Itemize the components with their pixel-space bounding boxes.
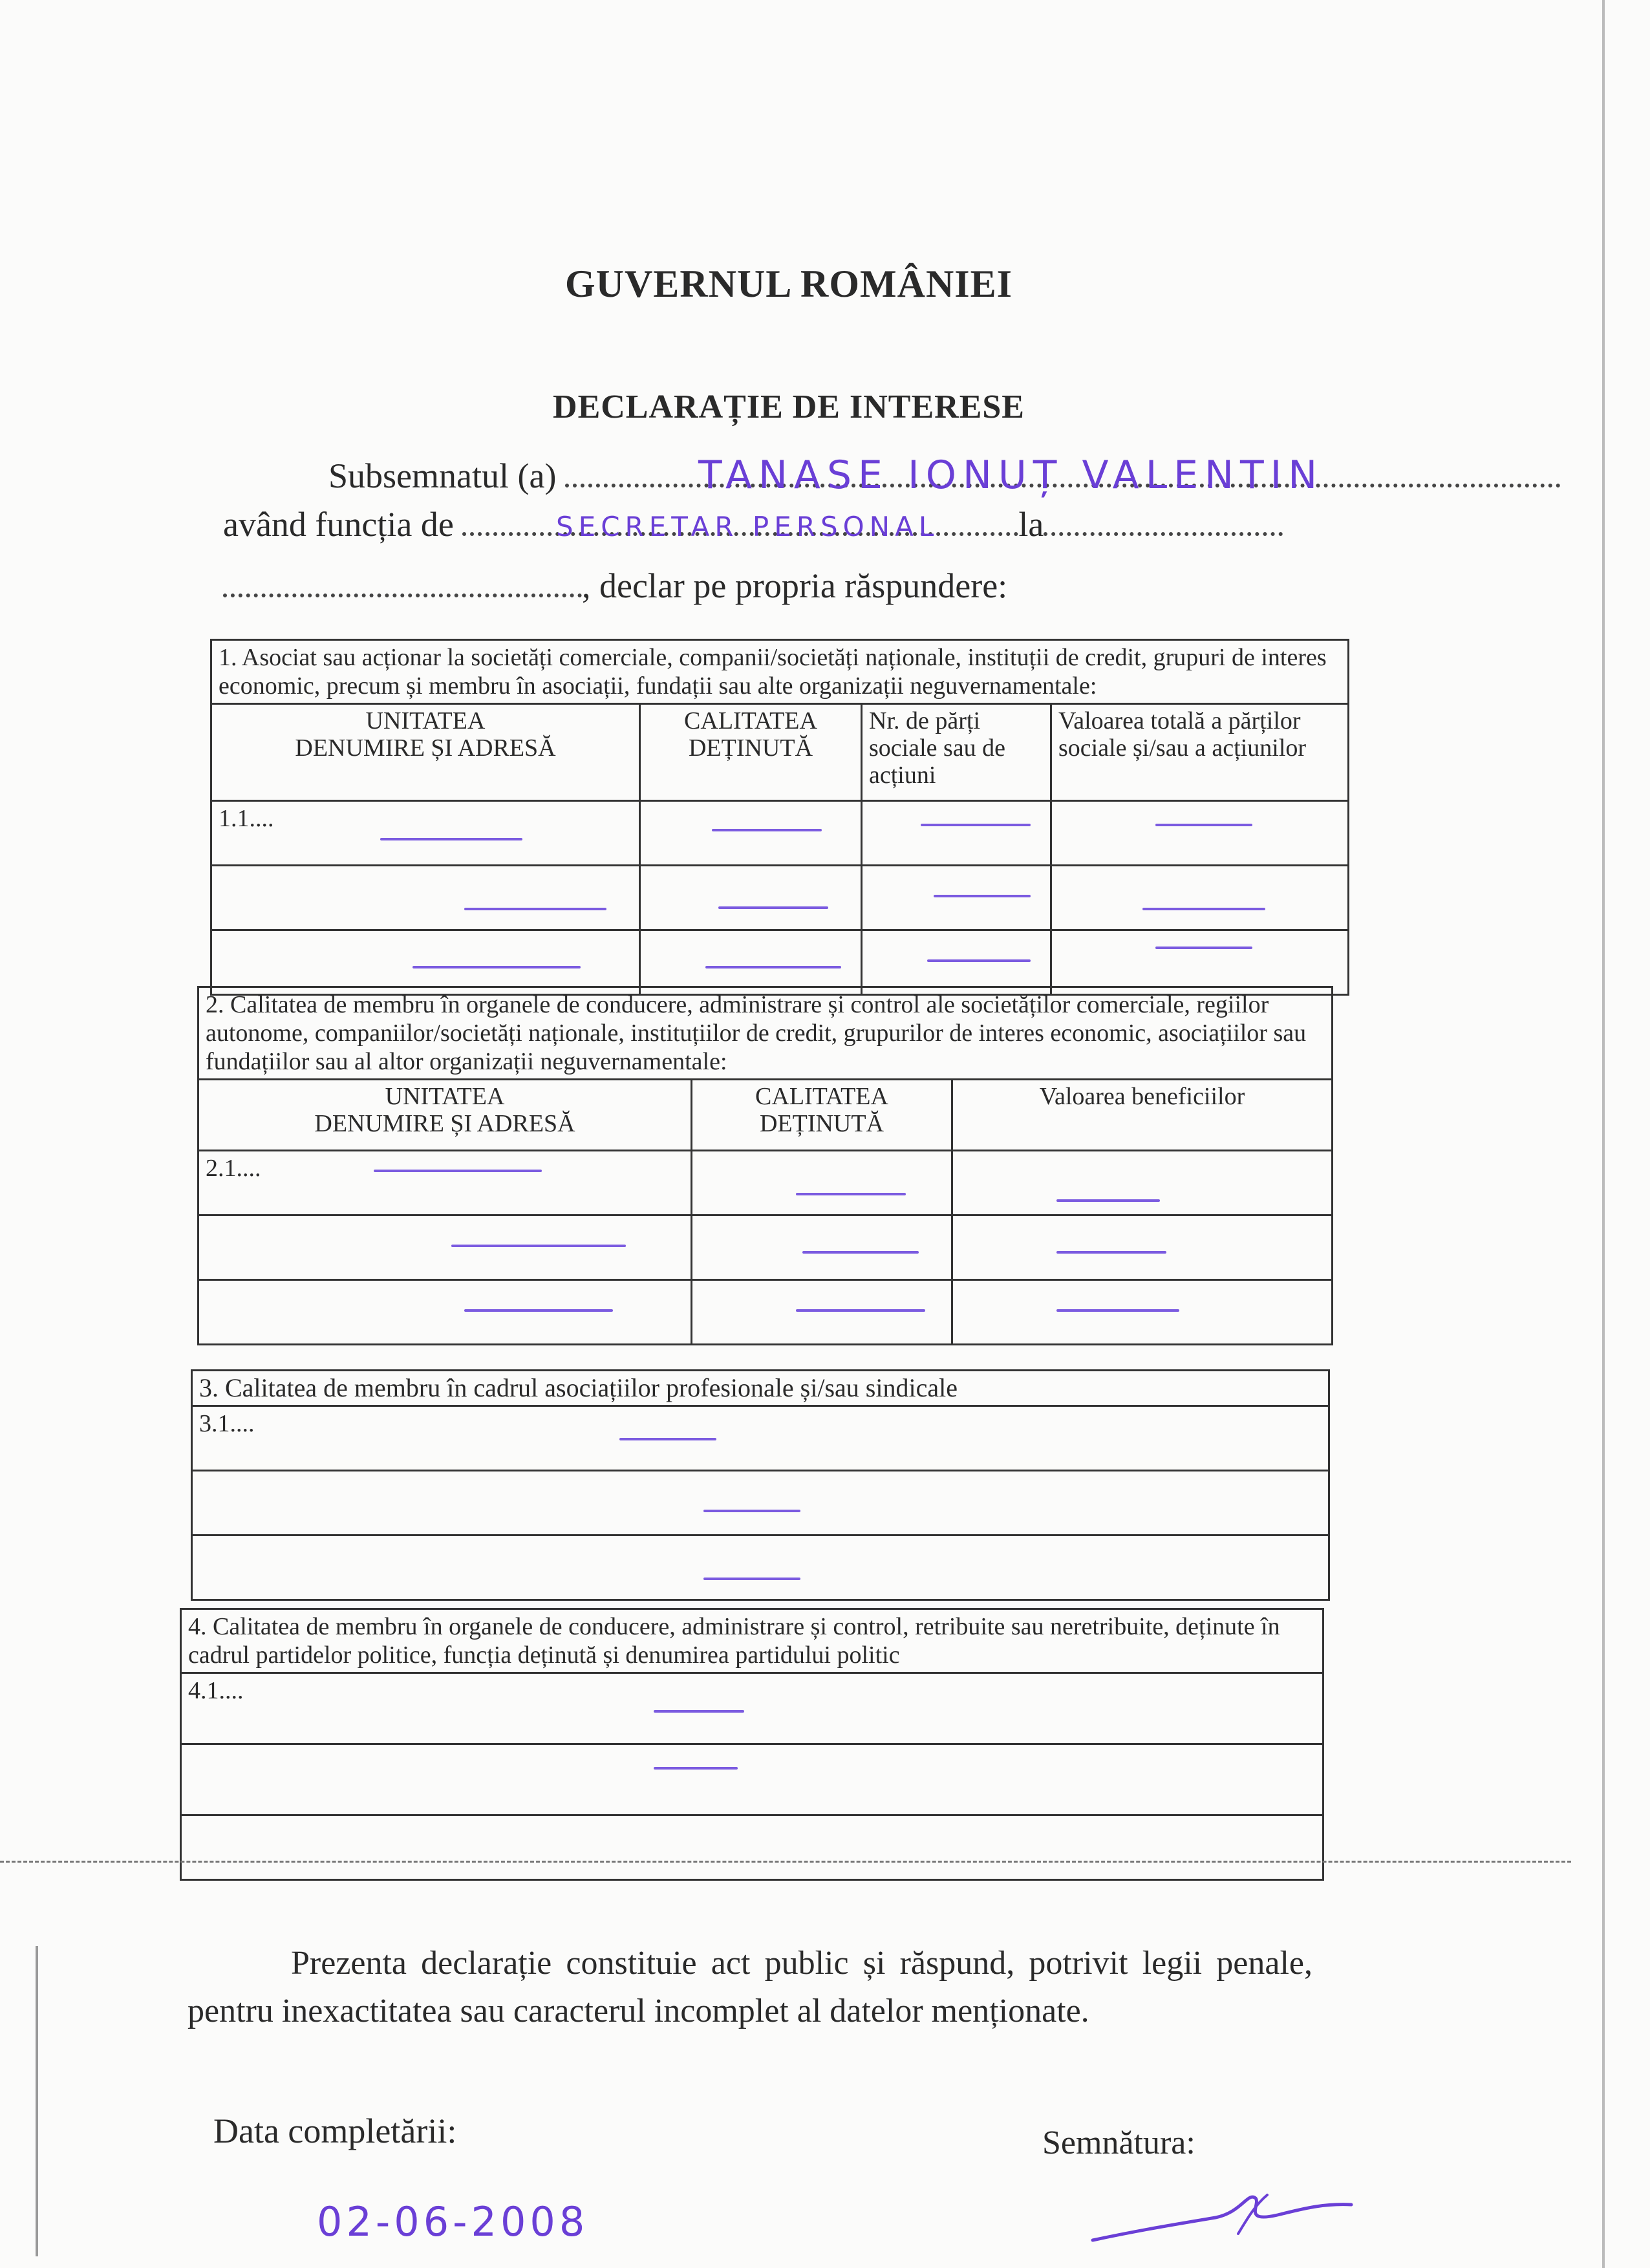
scan-edge — [1602, 0, 1605, 2268]
blank-mark — [464, 1309, 613, 1312]
blank-mark — [1155, 947, 1252, 949]
table-cell[interactable] — [1051, 930, 1349, 995]
table-row — [198, 1280, 1333, 1345]
table-row — [198, 1215, 1333, 1280]
section-3-heading: 3. Calitatea de membru în cadrul asociațiilor profesionale și/sau sindicale — [192, 1371, 1329, 1406]
blank-mark — [654, 1767, 738, 1770]
section-2-table — [197, 986, 1333, 1345]
s1-col-unit: UNITATEA DENUMIRE ȘI ADRESĂ — [211, 704, 640, 801]
blank-mark — [718, 906, 828, 909]
row-label: 1.1.... — [211, 801, 640, 866]
blank-mark — [921, 824, 1031, 826]
table-cell[interactable] — [862, 801, 1051, 866]
section-2-heading: 2. Calitatea de membru în organele de conducere, administrare și control ale societăților comerciale, regiilor autonome, companiilor/societăți naționale, instituțiilor de credit, grupurilor de interes economic, asociațiilor sau fundațiilor sau al altor organizații neguvernamentale: — [198, 987, 1333, 1080]
blank-mark — [927, 959, 1031, 962]
s1-col-quality: CALITATEA DEȚINUTĂ — [640, 704, 862, 801]
section-4-heading: 4. Calitatea de membru în organele de conducere, administrare și control, retribuite sau neretribuite, deținute în cadrul partidelor politice, funcția deținută și denumirea partidului politic — [181, 1609, 1323, 1673]
s2-col-quality: CALITATEA DEȚINUTĂ — [692, 1080, 952, 1151]
signature-label: Semnătura: — [1042, 2124, 1195, 2161]
table-cell[interactable] — [862, 930, 1051, 995]
blank-mark — [796, 1309, 925, 1312]
date-label: Data completării: — [213, 2112, 457, 2150]
functia-label: având funcția de — [223, 505, 454, 544]
table-row — [181, 1815, 1323, 1880]
table-cell[interactable] — [640, 866, 862, 930]
table-cell[interactable] — [192, 1535, 1329, 1600]
declar-label: , declar pe propria răspundere: — [582, 566, 1008, 605]
blank-mark — [1056, 1309, 1179, 1312]
table-cell[interactable] — [952, 1280, 1333, 1345]
blank-mark — [796, 1193, 906, 1195]
blank-mark — [380, 838, 522, 840]
table-cell[interactable] — [181, 1815, 1323, 1880]
table-cell[interactable] — [692, 1151, 952, 1215]
table-cell[interactable] — [211, 930, 640, 995]
blank-mark — [703, 1510, 800, 1512]
blank-mark — [934, 895, 1031, 897]
scan-artifact-line — [0, 1861, 1571, 1863]
date-handwritten: 02-06-2008 — [317, 2198, 589, 2245]
table-cell[interactable] — [692, 1280, 952, 1345]
blank-mark — [1155, 824, 1252, 826]
table-cell[interactable] — [211, 866, 640, 930]
table-row — [198, 1151, 1333, 1215]
table-cell[interactable] — [862, 866, 1051, 930]
table-cell[interactable] — [192, 1471, 1329, 1535]
blank-mark — [1056, 1251, 1166, 1254]
document-subtitle: DECLARAȚIE DE INTERESE — [553, 389, 1025, 425]
function-handwritten: SECRETAR PERSONAL — [556, 511, 939, 542]
institution-field[interactable] — [1044, 532, 1283, 536]
blank-mark — [703, 1578, 800, 1580]
table-cell[interactable] — [198, 1280, 692, 1345]
s2-col-unit: UNITATEA DENUMIRE ȘI ADRESĂ — [198, 1080, 692, 1151]
blank-mark — [705, 966, 841, 968]
institution-field-2[interactable] — [223, 594, 582, 597]
blank-mark — [374, 1170, 542, 1172]
table-row — [192, 1535, 1329, 1600]
table-cell[interactable] — [692, 1215, 952, 1280]
table-cell[interactable] — [952, 1151, 1333, 1215]
blank-mark — [802, 1251, 919, 1254]
blank-mark — [1056, 1199, 1160, 1202]
page-title: GUVERNUL ROMÂNIEI — [564, 262, 1013, 305]
table-cell[interactable] — [640, 801, 862, 866]
table-cell[interactable] — [952, 1215, 1333, 1280]
blank-mark — [619, 1438, 716, 1440]
table-cell[interactable] — [1051, 866, 1349, 930]
table-cell[interactable] — [181, 1744, 1323, 1815]
section-4-table — [180, 1608, 1324, 1881]
table-row — [211, 866, 1349, 930]
subsemnatul-label: Subsemnatul (a) — [328, 456, 557, 495]
scan-edge-left — [36, 1946, 38, 2256]
signature-mark — [1086, 2179, 1358, 2256]
blank-mark — [451, 1245, 626, 1247]
row-label: 4.1.... — [181, 1673, 1323, 1744]
table-cell[interactable] — [198, 1215, 692, 1280]
blank-mark — [1142, 908, 1265, 910]
s1-col-value: Valoarea totală a părților sociale și/sau a acțiunilor — [1051, 704, 1349, 801]
table-row — [181, 1744, 1323, 1815]
s2-col-benefits: Valoarea beneficiilor — [952, 1080, 1333, 1151]
blank-mark — [712, 829, 822, 831]
section-3-table — [191, 1369, 1330, 1601]
s1-col-shares: Nr. de părți sociale sau de acțiuni — [862, 704, 1051, 801]
row-label: 3.1.... — [192, 1406, 1329, 1471]
table-row — [181, 1673, 1323, 1744]
blank-mark — [464, 908, 606, 910]
table-row — [211, 930, 1349, 995]
section-1-heading: 1. Asociat sau acționar la societăți comerciale, companii/societăți naționale, instituții de credit, grupuri de interes economic, precum și membru în asociații, fundații sau alte organizații neguvernamentale: — [211, 640, 1349, 704]
table-cell[interactable] — [640, 930, 862, 995]
blank-mark — [412, 966, 581, 968]
row-label: 2.1.... — [198, 1151, 692, 1215]
table-row — [192, 1406, 1329, 1471]
name-handwritten: TANASE IONUȚ VALENTIN — [698, 453, 1324, 498]
blank-mark — [654, 1710, 744, 1713]
declar-line — [223, 566, 1007, 606]
legal-statement: Prezenta declarație constituie act public și răspund, potrivit legii penale, pentru inexactitatea sau caracterul incomplet al datelor menționate. — [188, 1945, 1312, 2029]
la-label: la — [1018, 505, 1044, 544]
table-row — [192, 1471, 1329, 1535]
section-1-table — [210, 639, 1349, 996]
table-row — [211, 801, 1349, 866]
table-cell[interactable] — [1051, 801, 1349, 866]
